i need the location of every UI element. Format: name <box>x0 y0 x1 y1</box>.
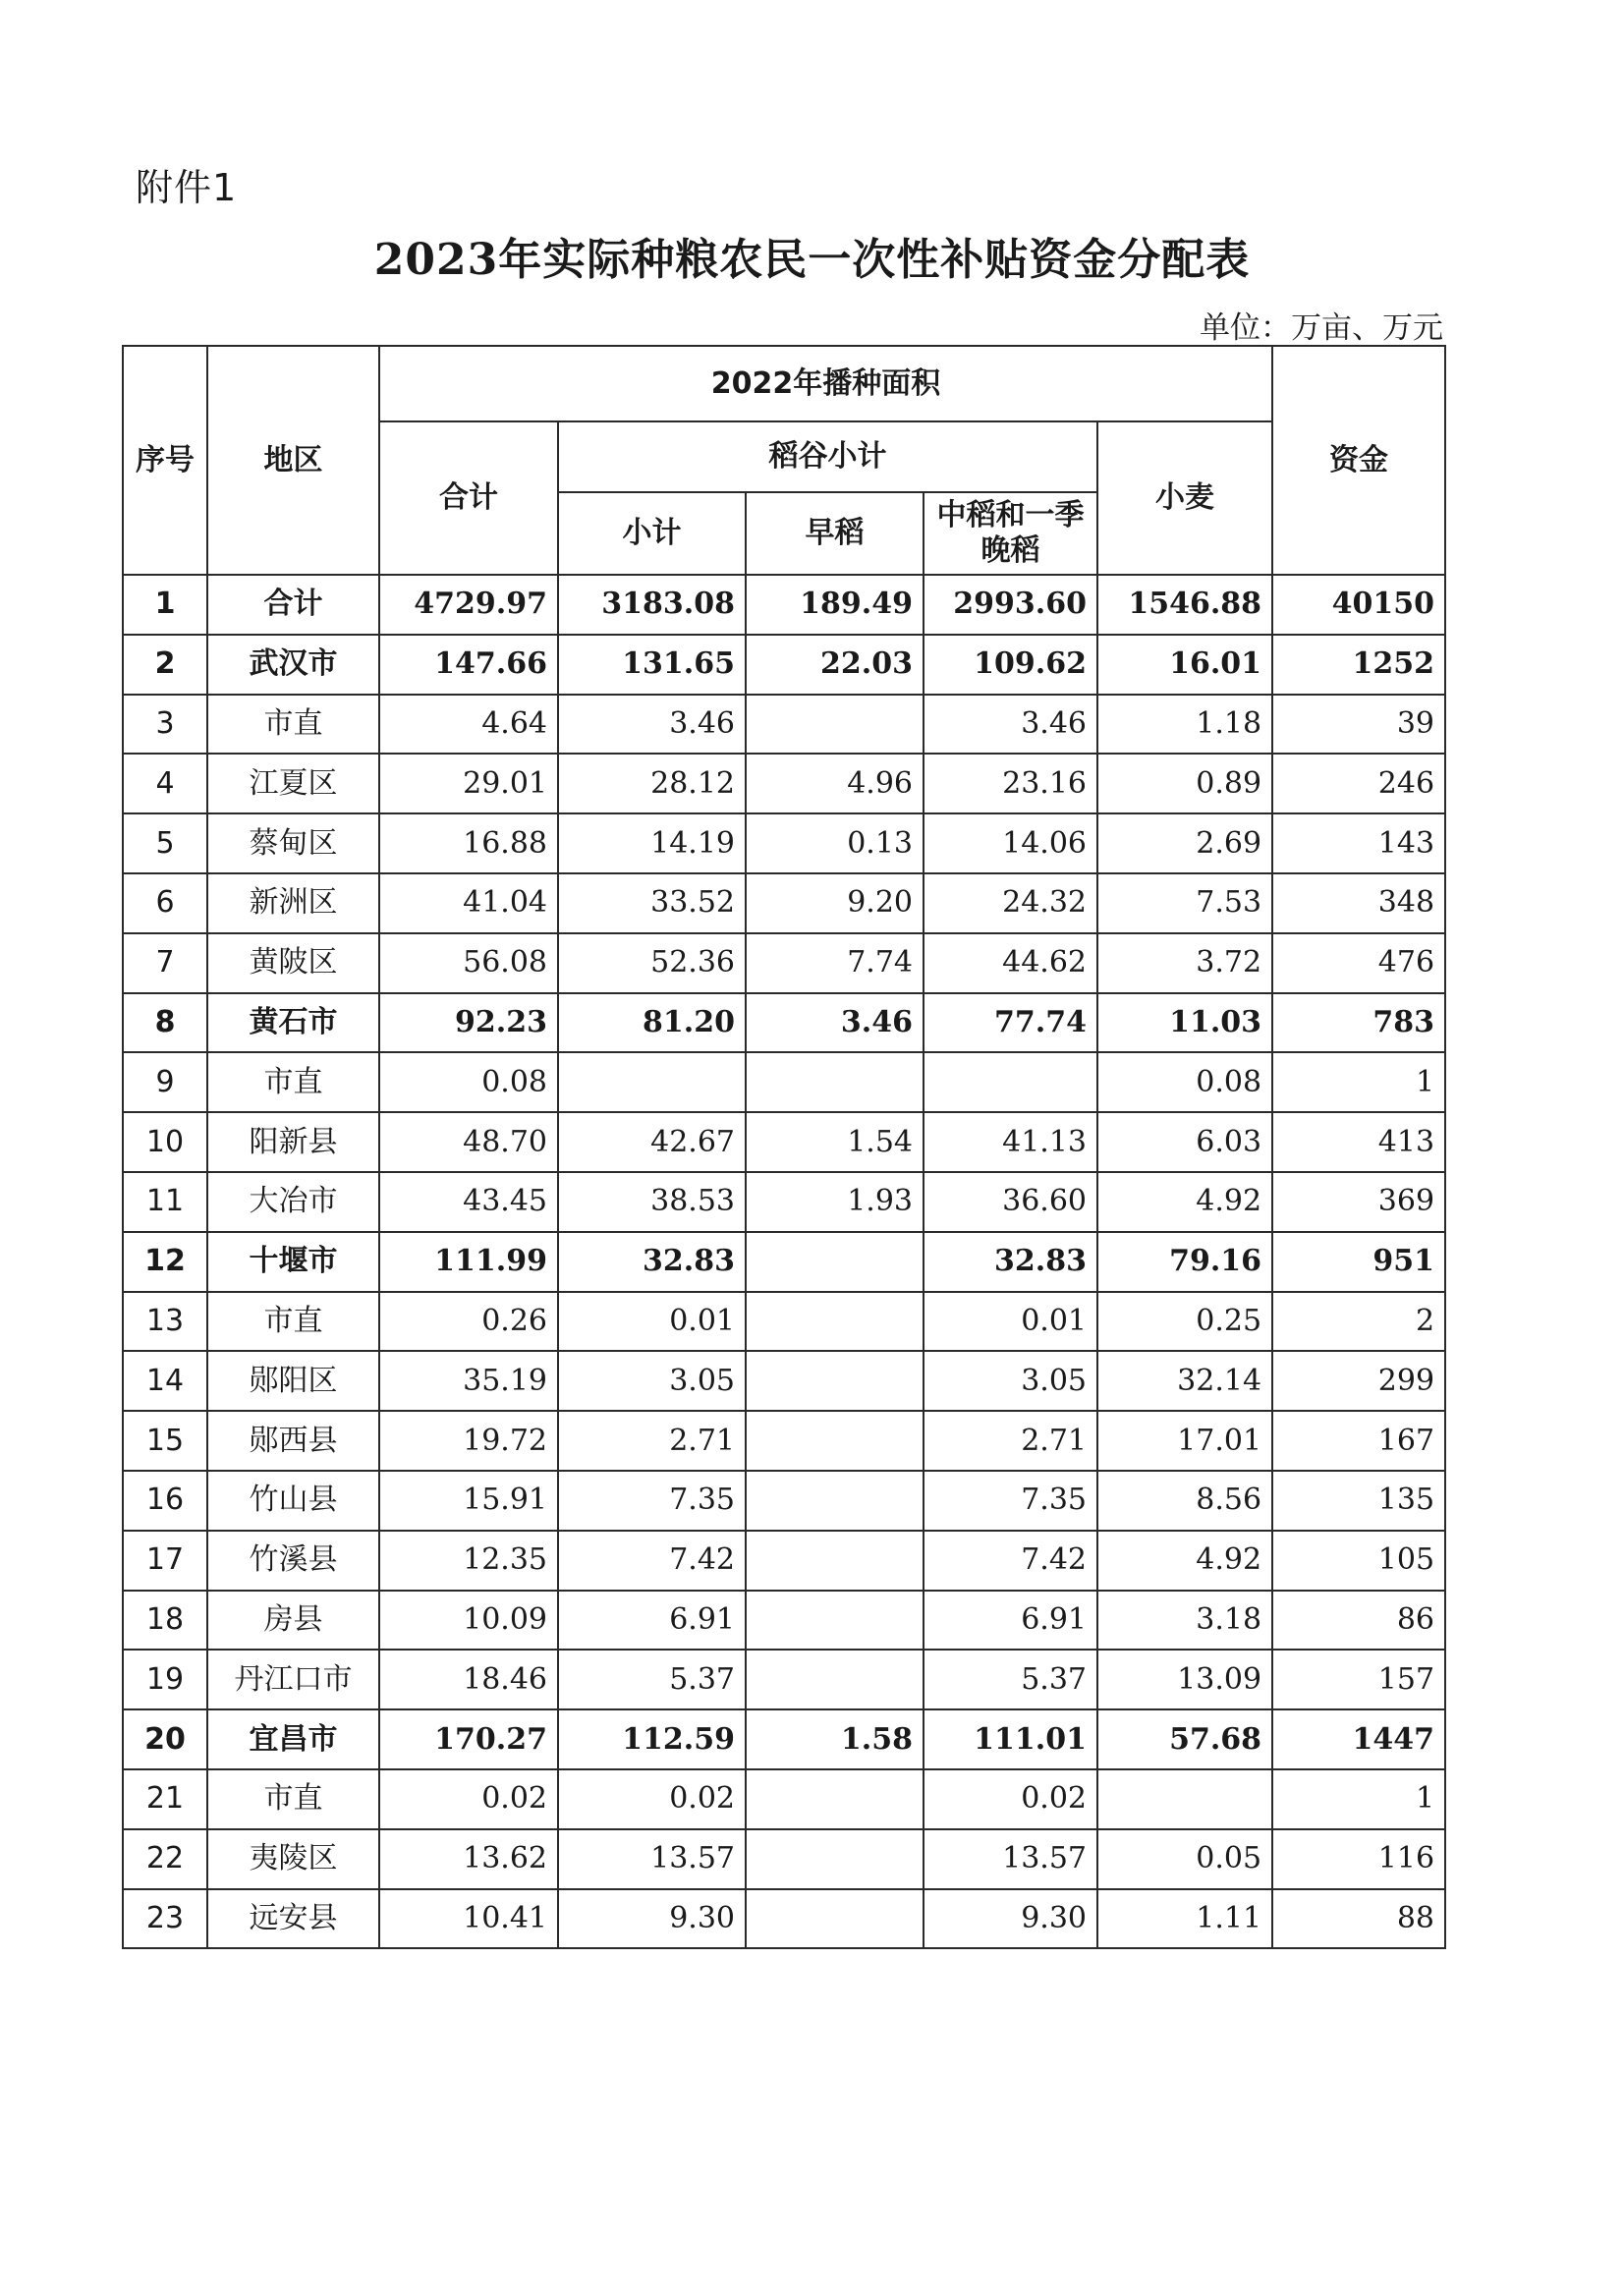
cell-wheat: 7.53 <box>1097 873 1272 933</box>
cell-rice-subtotal: 14.19 <box>558 813 746 873</box>
cell-wheat: 1.11 <box>1097 1889 1272 1949</box>
cell-early-rice: 1.58 <box>746 1709 924 1769</box>
cell-index: 5 <box>123 813 207 873</box>
cell-rice-subtotal: 42.67 <box>558 1112 746 1172</box>
cell-region: 丹江口市 <box>207 1650 379 1709</box>
cell-early-rice <box>746 1829 924 1889</box>
cell-index: 7 <box>123 933 207 993</box>
table-row <box>123 1052 1445 1112</box>
cell-funds: 1 <box>1272 1769 1445 1829</box>
cell-total: 13.62 <box>379 1829 558 1889</box>
table-row <box>123 1411 1445 1471</box>
cell-funds: 246 <box>1272 754 1445 813</box>
cell-wheat: 2.69 <box>1097 813 1272 873</box>
table-row <box>123 1471 1445 1531</box>
table-row <box>123 575 1445 635</box>
header-wheat: 小麦 <box>1097 421 1272 575</box>
header-funds: 资金 <box>1272 346 1445 575</box>
table-row <box>123 1829 1445 1889</box>
cell-wheat: 6.03 <box>1097 1112 1272 1172</box>
attachment-label: 附件1 <box>136 166 238 209</box>
table-row <box>123 1172 1445 1232</box>
cell-rice-subtotal: 3.46 <box>558 695 746 755</box>
cell-early-rice: 9.20 <box>746 873 924 933</box>
cell-region: 江夏区 <box>207 754 379 813</box>
cell-rice-subtotal: 28.12 <box>558 754 746 813</box>
cell-early-rice <box>746 695 924 755</box>
cell-index: 6 <box>123 873 207 933</box>
cell-early-rice: 22.03 <box>746 635 924 695</box>
header-area-group: 2022年播种面积 <box>379 346 1272 421</box>
header-early-rice: 早稻 <box>746 492 924 575</box>
cell-mid-late-rice: 7.35 <box>924 1471 1097 1531</box>
cell-total: 0.02 <box>379 1769 558 1829</box>
cell-total: 10.41 <box>379 1889 558 1949</box>
cell-rice-subtotal: 2.71 <box>558 1411 746 1471</box>
cell-funds: 1 <box>1272 1052 1445 1112</box>
cell-rice-subtotal: 7.42 <box>558 1531 746 1591</box>
cell-rice-subtotal: 33.52 <box>558 873 746 933</box>
cell-total: 41.04 <box>379 873 558 933</box>
cell-index: 3 <box>123 695 207 755</box>
cell-index: 18 <box>123 1591 207 1651</box>
table-row <box>123 635 1445 695</box>
cell-early-rice <box>746 1471 924 1531</box>
table-row <box>123 1709 1445 1769</box>
cell-wheat: 8.56 <box>1097 1471 1272 1531</box>
cell-mid-late-rice: 44.62 <box>924 933 1097 993</box>
cell-total: 170.27 <box>379 1709 558 1769</box>
cell-funds: 2 <box>1272 1292 1445 1352</box>
header-region: 地区 <box>207 346 379 575</box>
cell-mid-late-rice: 6.91 <box>924 1591 1097 1651</box>
cell-index: 1 <box>123 575 207 635</box>
cell-total: 12.35 <box>379 1531 558 1591</box>
cell-early-rice: 1.54 <box>746 1112 924 1172</box>
cell-mid-late-rice: 9.30 <box>924 1889 1097 1949</box>
cell-wheat: 1.18 <box>1097 695 1272 755</box>
cell-region: 宜昌市 <box>207 1709 379 1769</box>
cell-wheat <box>1097 1769 1272 1829</box>
cell-index: 2 <box>123 635 207 695</box>
cell-region: 市直 <box>207 1769 379 1829</box>
cell-funds: 116 <box>1272 1829 1445 1889</box>
cell-mid-late-rice: 3.05 <box>924 1351 1097 1411</box>
cell-rice-subtotal: 131.65 <box>558 635 746 695</box>
cell-total: 10.09 <box>379 1591 558 1651</box>
table-row <box>123 695 1445 755</box>
cell-total: 16.88 <box>379 813 558 873</box>
table-row <box>123 1889 1445 1949</box>
cell-rice-subtotal: 13.57 <box>558 1829 746 1889</box>
cell-total: 29.01 <box>379 754 558 813</box>
cell-rice-subtotal: 0.02 <box>558 1769 746 1829</box>
cell-region: 合计 <box>207 575 379 635</box>
cell-mid-late-rice: 5.37 <box>924 1650 1097 1709</box>
cell-total: 4.64 <box>379 695 558 755</box>
cell-region: 蔡甸区 <box>207 813 379 873</box>
cell-early-rice <box>746 1052 924 1112</box>
table-body <box>123 575 1445 1948</box>
table-row <box>123 1112 1445 1172</box>
cell-funds: 86 <box>1272 1591 1445 1651</box>
cell-region: 远安县 <box>207 1889 379 1949</box>
cell-index: 10 <box>123 1112 207 1172</box>
cell-region: 房县 <box>207 1591 379 1651</box>
cell-total: 56.08 <box>379 933 558 993</box>
cell-region: 大冶市 <box>207 1172 379 1232</box>
header-rice-subtotal: 小计 <box>558 492 746 575</box>
cell-rice-subtotal: 32.83 <box>558 1232 746 1292</box>
cell-mid-late-rice: 7.42 <box>924 1531 1097 1591</box>
cell-funds: 348 <box>1272 873 1445 933</box>
cell-wheat: 0.05 <box>1097 1829 1272 1889</box>
cell-region: 阳新县 <box>207 1112 379 1172</box>
cell-total: 4729.97 <box>379 575 558 635</box>
cell-rice-subtotal: 3.05 <box>558 1351 746 1411</box>
cell-wheat: 16.01 <box>1097 635 1272 695</box>
cell-early-rice: 1.93 <box>746 1172 924 1232</box>
cell-funds: 1447 <box>1272 1709 1445 1769</box>
cell-funds: 88 <box>1272 1889 1445 1949</box>
cell-region: 郧阳区 <box>207 1351 379 1411</box>
cell-wheat: 79.16 <box>1097 1232 1272 1292</box>
cell-mid-late-rice: 0.02 <box>924 1769 1097 1829</box>
cell-region: 市直 <box>207 695 379 755</box>
cell-total: 0.26 <box>379 1292 558 1352</box>
cell-funds: 951 <box>1272 1232 1445 1292</box>
cell-total: 92.23 <box>379 993 558 1053</box>
cell-mid-late-rice: 3.46 <box>924 695 1097 755</box>
cell-rice-subtotal: 5.37 <box>558 1650 746 1709</box>
cell-region: 竹山县 <box>207 1471 379 1531</box>
cell-early-rice: 189.49 <box>746 575 924 635</box>
cell-mid-late-rice: 36.60 <box>924 1172 1097 1232</box>
cell-rice-subtotal: 0.01 <box>558 1292 746 1352</box>
cell-index: 15 <box>123 1411 207 1471</box>
cell-early-rice <box>746 1411 924 1471</box>
cell-rice-subtotal: 112.59 <box>558 1709 746 1769</box>
cell-index: 9 <box>123 1052 207 1112</box>
cell-mid-late-rice: 41.13 <box>924 1112 1097 1172</box>
table-row <box>123 873 1445 933</box>
cell-early-rice: 7.74 <box>746 933 924 993</box>
cell-funds: 369 <box>1272 1172 1445 1232</box>
cell-rice-subtotal: 81.20 <box>558 993 746 1053</box>
header-index: 序号 <box>123 346 207 575</box>
table-row <box>123 1769 1445 1829</box>
document-title: 2023年实际种粮农民一次性补贴资金分配表 <box>373 235 1251 285</box>
cell-funds: 105 <box>1272 1531 1445 1591</box>
cell-mid-late-rice: 0.01 <box>924 1292 1097 1352</box>
cell-rice-subtotal <box>558 1052 746 1112</box>
cell-funds: 167 <box>1272 1411 1445 1471</box>
cell-total: 15.91 <box>379 1471 558 1531</box>
cell-early-rice <box>746 1531 924 1591</box>
cell-index: 11 <box>123 1172 207 1232</box>
cell-early-rice <box>746 1889 924 1949</box>
cell-index: 14 <box>123 1351 207 1411</box>
cell-early-rice <box>746 1650 924 1709</box>
cell-mid-late-rice: 111.01 <box>924 1709 1097 1769</box>
cell-region: 夷陵区 <box>207 1829 379 1889</box>
cell-wheat: 1546.88 <box>1097 575 1272 635</box>
cell-early-rice: 0.13 <box>746 813 924 873</box>
cell-mid-late-rice: 77.74 <box>924 993 1097 1053</box>
cell-total: 35.19 <box>379 1351 558 1411</box>
table-row <box>123 1591 1445 1651</box>
cell-wheat: 4.92 <box>1097 1531 1272 1591</box>
table-row <box>123 1650 1445 1709</box>
cell-mid-late-rice: 14.06 <box>924 813 1097 873</box>
cell-index: 4 <box>123 754 207 813</box>
cell-funds: 1252 <box>1272 635 1445 695</box>
header-rice-group: 稻谷小计 <box>558 421 1097 492</box>
cell-mid-late-rice: 32.83 <box>924 1232 1097 1292</box>
cell-region: 市直 <box>207 1292 379 1352</box>
cell-funds: 143 <box>1272 813 1445 873</box>
cell-rice-subtotal: 38.53 <box>558 1172 746 1232</box>
cell-rice-subtotal: 52.36 <box>558 933 746 993</box>
cell-wheat: 17.01 <box>1097 1411 1272 1471</box>
cell-wheat: 4.92 <box>1097 1172 1272 1232</box>
table-row <box>123 1351 1445 1411</box>
cell-funds: 40150 <box>1272 575 1445 635</box>
cell-mid-late-rice: 24.32 <box>924 873 1097 933</box>
cell-index: 23 <box>123 1889 207 1949</box>
cell-mid-late-rice: 2993.60 <box>924 575 1097 635</box>
cell-index: 8 <box>123 993 207 1053</box>
cell-funds: 135 <box>1272 1471 1445 1531</box>
cell-index: 19 <box>123 1650 207 1709</box>
cell-total: 147.66 <box>379 635 558 695</box>
cell-mid-late-rice <box>924 1052 1097 1112</box>
cell-total: 43.45 <box>379 1172 558 1232</box>
cell-wheat: 11.03 <box>1097 993 1272 1053</box>
cell-region: 武汉市 <box>207 635 379 695</box>
cell-region: 黄陂区 <box>207 933 379 993</box>
cell-mid-late-rice: 2.71 <box>924 1411 1097 1471</box>
cell-index: 16 <box>123 1471 207 1531</box>
cell-mid-late-rice: 13.57 <box>924 1829 1097 1889</box>
unit-label: 单位：万亩、万元 <box>1200 310 1443 346</box>
header-mid-late-rice: 中稻和一季晚稻 <box>924 492 1097 575</box>
cell-wheat: 0.89 <box>1097 754 1272 813</box>
cell-index: 17 <box>123 1531 207 1591</box>
cell-funds: 783 <box>1272 993 1445 1053</box>
cell-total: 111.99 <box>379 1232 558 1292</box>
cell-early-rice <box>746 1232 924 1292</box>
cell-funds: 476 <box>1272 933 1445 993</box>
cell-wheat: 32.14 <box>1097 1351 1272 1411</box>
table-row <box>123 754 1445 813</box>
cell-region: 市直 <box>207 1052 379 1112</box>
cell-index: 20 <box>123 1709 207 1769</box>
cell-index: 13 <box>123 1292 207 1352</box>
cell-region: 新洲区 <box>207 873 379 933</box>
cell-early-rice <box>746 1591 924 1651</box>
cell-total: 48.70 <box>379 1112 558 1172</box>
cell-funds: 299 <box>1272 1351 1445 1411</box>
cell-funds: 413 <box>1272 1112 1445 1172</box>
cell-total: 0.08 <box>379 1052 558 1112</box>
cell-early-rice <box>746 1292 924 1352</box>
cell-funds: 157 <box>1272 1650 1445 1709</box>
cell-wheat: 3.18 <box>1097 1591 1272 1651</box>
cell-early-rice: 4.96 <box>746 754 924 813</box>
cell-funds: 39 <box>1272 695 1445 755</box>
cell-wheat: 13.09 <box>1097 1650 1272 1709</box>
cell-region: 十堰市 <box>207 1232 379 1292</box>
cell-region: 黄石市 <box>207 993 379 1053</box>
table-row <box>123 1531 1445 1591</box>
cell-index: 12 <box>123 1232 207 1292</box>
cell-wheat: 57.68 <box>1097 1709 1272 1769</box>
table-row <box>123 1292 1445 1352</box>
cell-region: 郧西县 <box>207 1411 379 1471</box>
cell-index: 22 <box>123 1829 207 1889</box>
cell-mid-late-rice: 23.16 <box>924 754 1097 813</box>
cell-rice-subtotal: 7.35 <box>558 1471 746 1531</box>
cell-rice-subtotal: 9.30 <box>558 1889 746 1949</box>
header-total: 合计 <box>379 421 558 575</box>
cell-total: 18.46 <box>379 1650 558 1709</box>
table-row <box>123 933 1445 993</box>
cell-early-rice <box>746 1769 924 1829</box>
cell-mid-late-rice: 109.62 <box>924 635 1097 695</box>
subsidy-allocation-table <box>122 345 1446 1949</box>
cell-rice-subtotal: 6.91 <box>558 1591 746 1651</box>
cell-region: 竹溪县 <box>207 1531 379 1591</box>
table-row <box>123 993 1445 1053</box>
cell-total: 19.72 <box>379 1411 558 1471</box>
cell-early-rice: 3.46 <box>746 993 924 1053</box>
cell-wheat: 3.72 <box>1097 933 1272 993</box>
cell-index: 21 <box>123 1769 207 1829</box>
cell-early-rice <box>746 1351 924 1411</box>
cell-rice-subtotal: 3183.08 <box>558 575 746 635</box>
cell-wheat: 0.08 <box>1097 1052 1272 1112</box>
table-row <box>123 1232 1445 1292</box>
table-row <box>123 813 1445 873</box>
cell-wheat: 0.25 <box>1097 1292 1272 1352</box>
